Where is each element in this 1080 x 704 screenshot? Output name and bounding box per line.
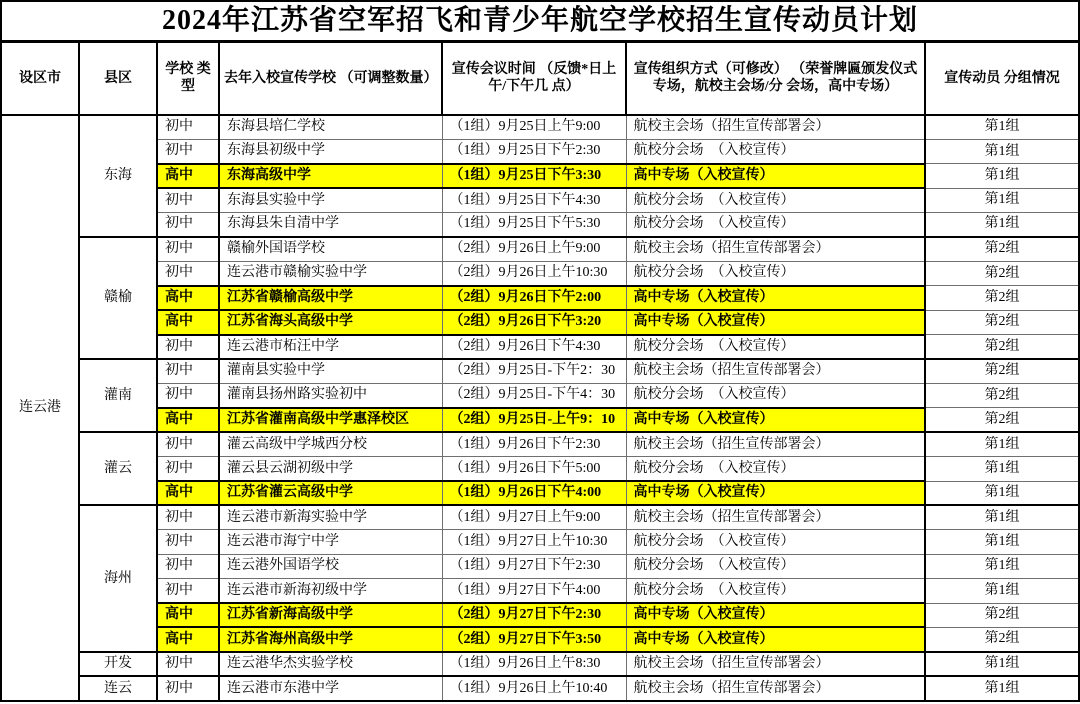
team-group-cell: 第1组 [925, 530, 1079, 554]
county-cell: 灌云 [79, 432, 157, 505]
col-header-time: 宣传会议时间 （反馈*日上午/下午几 点） [442, 42, 626, 115]
team-group-cell: 第1组 [925, 139, 1079, 163]
school-type-cell: 初中 [157, 261, 219, 285]
team-group-cell: 第2组 [925, 335, 1079, 359]
table-row [1, 237, 1079, 261]
school-name-cell: 连云港市赣榆实验中学 [219, 261, 442, 285]
school-type-cell: 高中 [157, 603, 219, 627]
table-row [1, 481, 1079, 505]
school-type-cell: 高中 [157, 286, 219, 310]
org-method-cell: 航校分会场 （入校宣传） [626, 213, 925, 237]
school-type-cell: 初中 [157, 579, 219, 603]
meeting-time-cell: （2组）9月26日下午2:00 [442, 286, 626, 310]
school-type-cell: 初中 [157, 530, 219, 554]
meeting-time-cell: （1组）9月25日上午9:00 [442, 115, 626, 139]
table-row [1, 554, 1079, 578]
org-method-cell: 航校主会场（招生宣传部署会） [626, 505, 925, 529]
meeting-time-cell: （2组）9月25日-下午2：30 [442, 359, 626, 383]
meeting-time-cell: （1组）9月25日下午4:30 [442, 188, 626, 212]
team-group-cell: 第1组 [925, 213, 1079, 237]
table-row [1, 164, 1079, 188]
county-cell: 灌南 [79, 359, 157, 432]
table-row [1, 408, 1079, 432]
meeting-time-cell: （2组）9月26日上午9:00 [442, 237, 626, 261]
org-method-cell: 高中专场（入校宣传） [626, 286, 925, 310]
school-name-cell: 连云港市海宁中学 [219, 530, 442, 554]
meeting-time-cell: （2组）9月25日-上午9：10 [442, 408, 626, 432]
school-type-cell: 初中 [157, 213, 219, 237]
table-row [1, 505, 1079, 529]
team-group-cell: 第2组 [925, 359, 1079, 383]
meeting-time-cell: （2组）9月26日下午4:30 [442, 335, 626, 359]
school-name-cell: 江苏省赣榆高级中学 [219, 286, 442, 310]
team-group-cell: 第2组 [925, 383, 1079, 407]
school-name-cell: 江苏省灌云高级中学 [219, 481, 442, 505]
org-method-cell: 高中专场（入校宣传） [626, 164, 925, 188]
meeting-time-cell: （2组）9月27日下午3:50 [442, 627, 626, 651]
school-name-cell: 东海县初级中学 [219, 139, 442, 163]
org-method-cell: 高中专场（入校宣传） [626, 627, 925, 651]
meeting-time-cell: （2组）9月26日上午10:30 [442, 261, 626, 285]
team-group-cell: 第2组 [925, 261, 1079, 285]
org-method-cell: 航校分会场 （入校宣传） [626, 457, 925, 481]
school-name-cell: 连云港市东港中学 [219, 676, 442, 701]
table-row [1, 383, 1079, 407]
meeting-time-cell: （1组）9月27日下午4:00 [442, 579, 626, 603]
school-type-cell: 高中 [157, 310, 219, 334]
school-name-cell: 江苏省新海高级中学 [219, 603, 442, 627]
table-row [1, 213, 1079, 237]
school-type-cell: 初中 [157, 237, 219, 261]
school-name-cell: 连云港市柘汪中学 [219, 335, 442, 359]
team-group-cell: 第1组 [925, 432, 1079, 456]
org-method-cell: 高中专场（入校宣传） [626, 603, 925, 627]
team-group-cell: 第1组 [925, 579, 1079, 603]
org-method-cell: 航校主会场（招生宣传部署会） [626, 115, 925, 139]
school-name-cell: 东海县培仁学校 [219, 115, 442, 139]
team-group-cell: 第1组 [925, 676, 1079, 701]
col-header-city: 设区市 [1, 42, 79, 115]
school-name-cell: 连云港市新海实验中学 [219, 505, 442, 529]
meeting-time-cell: （1组）9月26日上午10:40 [442, 676, 626, 701]
school-type-cell: 初中 [157, 652, 219, 676]
table-row [1, 432, 1079, 456]
school-name-cell: 灌南县实验中学 [219, 359, 442, 383]
meeting-time-cell: （1组）9月27日上午10:30 [442, 530, 626, 554]
title-row [1, 1, 1079, 42]
table-row [1, 359, 1079, 383]
school-type-cell: 初中 [157, 115, 219, 139]
school-type-cell: 初中 [157, 554, 219, 578]
table-row [1, 676, 1079, 701]
school-name-cell: 江苏省灌南高级中学惠泽校区 [219, 408, 442, 432]
org-method-cell: 航校分会场 （入校宣传） [626, 139, 925, 163]
team-group-cell: 第2组 [925, 237, 1079, 261]
table-row [1, 457, 1079, 481]
school-name-cell: 东海县实验中学 [219, 188, 442, 212]
school-type-cell: 初中 [157, 457, 219, 481]
org-method-cell: 航校分会场 （入校宣传） [626, 554, 925, 578]
school-type-cell: 初中 [157, 188, 219, 212]
table-row [1, 139, 1079, 163]
col-header-team: 宣传动员 分组情况 [925, 42, 1079, 115]
team-group-cell: 第1组 [925, 457, 1079, 481]
org-method-cell: 航校分会场 （入校宣传） [626, 188, 925, 212]
school-type-cell: 初中 [157, 676, 219, 701]
school-type-cell: 高中 [157, 481, 219, 505]
team-group-cell: 第1组 [925, 554, 1079, 578]
col-header-school: 去年入校宣传学校 （可调整数量） [219, 42, 442, 115]
school-name-cell: 连云港外国语学校 [219, 554, 442, 578]
team-group-cell: 第1组 [925, 188, 1079, 212]
school-name-cell: 东海高级中学 [219, 164, 442, 188]
school-name-cell: 灌云高级中学城西分校 [219, 432, 442, 456]
school-type-cell: 初中 [157, 359, 219, 383]
org-method-cell: 航校主会场（招生宣传部署会） [626, 359, 925, 383]
team-group-cell: 第1组 [925, 115, 1079, 139]
table-row [1, 310, 1079, 334]
meeting-time-cell: （1组）9月25日下午5:30 [442, 213, 626, 237]
county-cell: 东海 [79, 115, 157, 237]
table-row [1, 627, 1079, 651]
table-row [1, 286, 1079, 310]
org-method-cell: 航校主会场（招生宣传部署会） [626, 676, 925, 701]
page-title: 2024年江苏省空军招飞和青少年航空学校招生宣传动员计划 [1, 1, 1079, 42]
meeting-time-cell: （2组）9月27日下午2:30 [442, 603, 626, 627]
school-name-cell: 灌云县云湖初级中学 [219, 457, 442, 481]
col-header-type: 学校 类型 [157, 42, 219, 115]
meeting-time-cell: （1组）9月26日下午2:30 [442, 432, 626, 456]
school-name-cell: 连云港华杰实验学校 [219, 652, 442, 676]
meeting-time-cell: （1组）9月26日下午5:00 [442, 457, 626, 481]
org-method-cell: 航校主会场（招生宣传部署会） [626, 652, 925, 676]
org-method-cell: 航校分会场 （入校宣传） [626, 530, 925, 554]
col-header-org: 宣传组织方式（可修改） （荣誉牌匾颁发仪式专场，航校主会场/分 会场，高中专场） [626, 42, 925, 115]
school-name-cell: 赣榆外国语学校 [219, 237, 442, 261]
school-type-cell: 初中 [157, 505, 219, 529]
school-type-cell: 初中 [157, 139, 219, 163]
meeting-time-cell: （1组）9月27日上午9:00 [442, 505, 626, 529]
school-name-cell: 江苏省海州高级中学 [219, 627, 442, 651]
team-group-cell: 第2组 [925, 627, 1079, 651]
county-cell: 开发 [79, 652, 157, 676]
school-type-cell: 初中 [157, 383, 219, 407]
team-group-cell: 第2组 [925, 286, 1079, 310]
team-group-cell: 第1组 [925, 481, 1079, 505]
meeting-time-cell: （1组）9月27日下午2:30 [442, 554, 626, 578]
org-method-cell: 高中专场（入校宣传） [626, 408, 925, 432]
school-type-cell: 高中 [157, 408, 219, 432]
team-group-cell: 第1组 [925, 505, 1079, 529]
table-row [1, 652, 1079, 676]
meeting-time-cell: （2组）9月26日下午3:20 [442, 310, 626, 334]
school-name-cell: 连云港市新海初级中学 [219, 579, 442, 603]
school-type-cell: 初中 [157, 432, 219, 456]
meeting-time-cell: （1组）9月26日下午4:00 [442, 481, 626, 505]
county-cell: 连云 [79, 676, 157, 701]
meeting-time-cell: （1组）9月25日下午2:30 [442, 139, 626, 163]
school-type-cell: 高中 [157, 164, 219, 188]
county-cell: 赣榆 [79, 237, 157, 359]
org-method-cell: 高中专场（入校宣传） [626, 481, 925, 505]
team-group-cell: 第1组 [925, 652, 1079, 676]
school-name-cell: 灌南县扬州路实验初中 [219, 383, 442, 407]
meeting-time-cell: （1组）9月26日上午8:30 [442, 652, 626, 676]
team-group-cell: 第1组 [925, 164, 1079, 188]
org-method-cell: 航校分会场 （入校宣传） [626, 383, 925, 407]
team-group-cell: 第2组 [925, 408, 1079, 432]
meeting-time-cell: （2组）9月25日-下午4：30 [442, 383, 626, 407]
table-row [1, 115, 1079, 139]
school-type-cell: 初中 [157, 335, 219, 359]
org-method-cell: 航校主会场（招生宣传部署会） [626, 237, 925, 261]
col-header-county: 县区 [79, 42, 157, 115]
org-method-cell: 航校分会场 （入校宣传） [626, 579, 925, 603]
county-cell: 海州 [79, 505, 157, 651]
org-method-cell: 航校分会场 （入校宣传） [626, 261, 925, 285]
school-type-cell: 高中 [157, 627, 219, 651]
table-row [1, 261, 1079, 285]
city-cell: 连云港 [1, 115, 79, 701]
header-row [1, 42, 1079, 115]
table-row [1, 335, 1079, 359]
org-method-cell: 航校主会场（招生宣传部署会） [626, 432, 925, 456]
team-group-cell: 第2组 [925, 603, 1079, 627]
table-row [1, 530, 1079, 554]
table-row [1, 603, 1079, 627]
school-name-cell: 东海县朱自清中学 [219, 213, 442, 237]
school-name-cell: 江苏省海头高级中学 [219, 310, 442, 334]
team-group-cell: 第2组 [925, 310, 1079, 334]
org-method-cell: 航校分会场 （入校宣传） [626, 335, 925, 359]
meeting-time-cell: （1组）9月25日下午3:30 [442, 164, 626, 188]
table-row [1, 188, 1079, 212]
table-row [1, 579, 1079, 603]
org-method-cell: 高中专场（入校宣传） [626, 310, 925, 334]
